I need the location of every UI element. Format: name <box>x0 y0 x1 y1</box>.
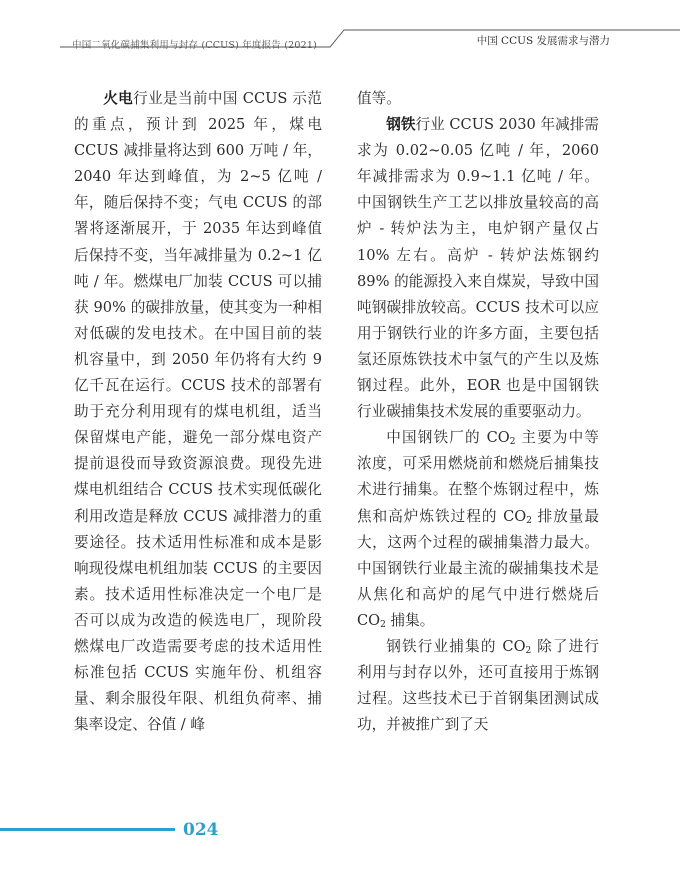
keyword-steel: 钢铁 <box>386 116 416 134</box>
text-run: 主要为中等浓度，可采用燃烧前和燃烧后捕集技术进行捕集。在整个炼钢过程中，炼焦和高炉炼铁过程的 CO <box>357 429 599 525</box>
footer-accent-bar <box>0 828 175 831</box>
header-rule <box>0 0 680 60</box>
keyword-power: 火电 <box>103 90 134 107</box>
subscript: 2 <box>509 437 516 448</box>
text-run: 排放量最大，这两个过程的碳捕集潜力最大。中国钢铁行业最主流的碳捕集技术是从焦化和高炉的尾气中进行燃烧后 CO <box>357 507 600 629</box>
subscript: 2 <box>525 645 532 656</box>
power-sector-paragraph <box>74 86 322 738</box>
text-run: 捕集。 <box>385 611 435 629</box>
steel-utilization-paragraph <box>357 634 599 738</box>
right-column <box>357 86 599 738</box>
text-run: 中国钢铁厂的 CO <box>386 429 510 447</box>
steel-co2-paragraph <box>357 425 599 634</box>
text-run: 除了进行利用与封存以外，还可直接用于炼钢过程。这些技术已于首钢集团测试成功，并被推广到了天 <box>357 637 599 734</box>
steel-sector-paragraph <box>357 112 599 425</box>
steel-sector-text: 行业 CCUS 2030 年减排需求为 0.02~0.05 亿吨 / 年，2060 年减排需求为 0.9~1.1 亿吨 / 年。中国钢铁生产工艺以排放量较高的高炉 - 转炉法为主，电炉钢产量仅占 10% 左右。高炉 - 转炉法炼钢约 89% 的能源投入来自煤炭，导致中国吨钢碳排放较高。CCUS 技术可以应用于钢铁行业的许多方面，主要包括氢还原炼铁技术中氢气的产生以及炼钢过程。此外，EOR 也是中国钢铁行业碳捕集技术发展的重要驱动力。 <box>357 116 599 421</box>
text-run: 钢铁行业捕集的 CO <box>386 637 526 655</box>
report-title: 中国二氧化碳捕集利用与封存 (CCUS) 年度报告 (2021) <box>72 40 318 51</box>
continued-text: 值等。 <box>357 90 401 107</box>
power-sector-text: 行业是当前中国 CCUS 示范的重点，预计到 2025 年，煤电 CCUS 减排量将达到 600 万吨 / 年，2040 年达到峰值，为 2~5 亿吨 / 年，随后保持不变；气电 CCUS 的部署将逐渐展开，于 2035 年达到峰值后保持不变，当年减排量为 0.2~1 亿吨 / 年。燃煤电厂加装 CCUS 可以捕获 90% 的碳排放量，使其变为一种相对低碳的发电技术。在中国目前的装机容量中，到 2050 年仍将有大约 9 亿千瓦在运行。CCUS 技术的部署有助于充分利用现有的煤电机组，适当保留煤电产能，避免一部分煤电资产提前退役而导致资源浪费。现役先进煤电机组结合 CCUS 技术实现低碳化利用改造是释放 CCUS 减排潜力的重要途径。技术适用性标准和成本是影响现役煤电机组加装 CCUS 的主要因素。技术适用性标准决定一个电厂是否可以成为改造的候选电厂，现阶段燃煤电厂改造需要考虑的技术适用性标准包括 CCUS 实施年份、机组容量、剩余服役年限、机组负荷率、捕集率设定、谷值 / 峰 <box>74 90 322 734</box>
subscript: 2 <box>380 619 386 630</box>
subscript: 2 <box>526 515 532 526</box>
page-number: 024 <box>183 820 219 840</box>
left-column <box>74 86 322 738</box>
section-title: 中国 CCUS 发展需求与潜力 <box>476 35 610 47</box>
